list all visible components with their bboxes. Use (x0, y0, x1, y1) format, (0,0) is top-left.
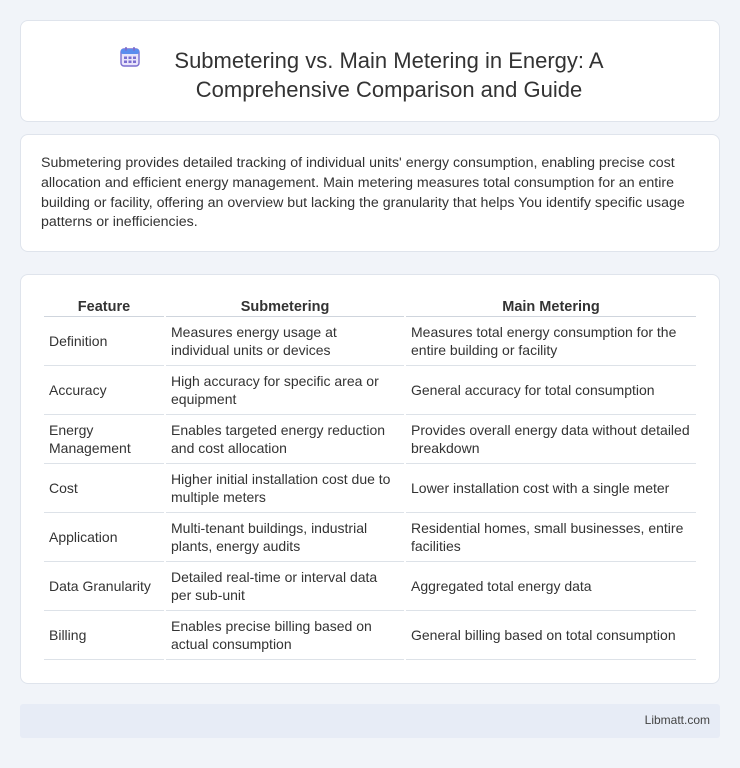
submetering-cell: Measures energy usage at individual units or devices (166, 317, 404, 366)
main-metering-cell: Residential homes, small businesses, entire facilities (406, 513, 696, 562)
footer-brand[interactable]: Libmatt.com (644, 713, 710, 727)
main-metering-cell: Aggregated total energy data (406, 562, 696, 611)
feature-cell: Accuracy (44, 366, 164, 415)
table-row (44, 317, 696, 366)
main-metering-cell: Lower installation cost with a single meter (406, 464, 696, 513)
comparison-table (42, 297, 698, 660)
feature-cell: Cost (44, 464, 164, 513)
main-metering-cell: General billing based on total consumption (406, 611, 696, 660)
table-row (44, 464, 696, 513)
comparison-card (20, 274, 720, 684)
main-metering-cell: Provides overall energy data without detailed breakdown (406, 415, 696, 464)
main-metering-cell: General accuracy for total consumption (406, 366, 696, 415)
footer-bar (20, 704, 720, 738)
feature-cell: Energy Management (44, 415, 164, 464)
page-title: Submetering vs. Main Metering in Energy: A Comprehensive Comparison and Guide (174, 48, 604, 102)
submetering-cell: High accuracy for specific area or equipment (166, 366, 404, 415)
header-feature: Feature (44, 297, 164, 317)
submetering-cell: Enables precise billing based on actual consumption (166, 611, 404, 660)
table-row (44, 562, 696, 611)
header-card (20, 20, 720, 122)
feature-cell: Application (44, 513, 164, 562)
header-main-metering: Main Metering (406, 297, 696, 317)
table-row (44, 611, 696, 660)
table-row (44, 513, 696, 562)
feature-cell: Data Granularity (44, 562, 164, 611)
header-submetering: Submetering (166, 297, 404, 317)
feature-cell: Billing (44, 611, 164, 660)
submetering-cell: Multi-tenant buildings, industrial plants, energy audits (166, 513, 404, 562)
submetering-cell: Detailed real-time or interval data per sub-unit (166, 562, 404, 611)
feature-cell: Definition (44, 317, 164, 366)
table-header-row (44, 297, 696, 317)
table-row (44, 415, 696, 464)
table-row (44, 366, 696, 415)
intro-card (20, 134, 720, 252)
intro-paragraph: Submetering provides detailed tracking of individual units' energy consumption, enabling precise cost allocation and efficient energy management. Main metering measures total consumption for an entire building or facility, offering an overview but lacking the granularity that helps You identify specific usage patterns or inefficiencies. (41, 155, 685, 231)
submetering-cell: Higher initial installation cost due to multiple meters (166, 464, 404, 513)
main-metering-cell: Measures total energy consumption for the entire building or facility (406, 317, 696, 366)
submetering-cell: Enables targeted energy reduction and cost allocation (166, 415, 404, 464)
